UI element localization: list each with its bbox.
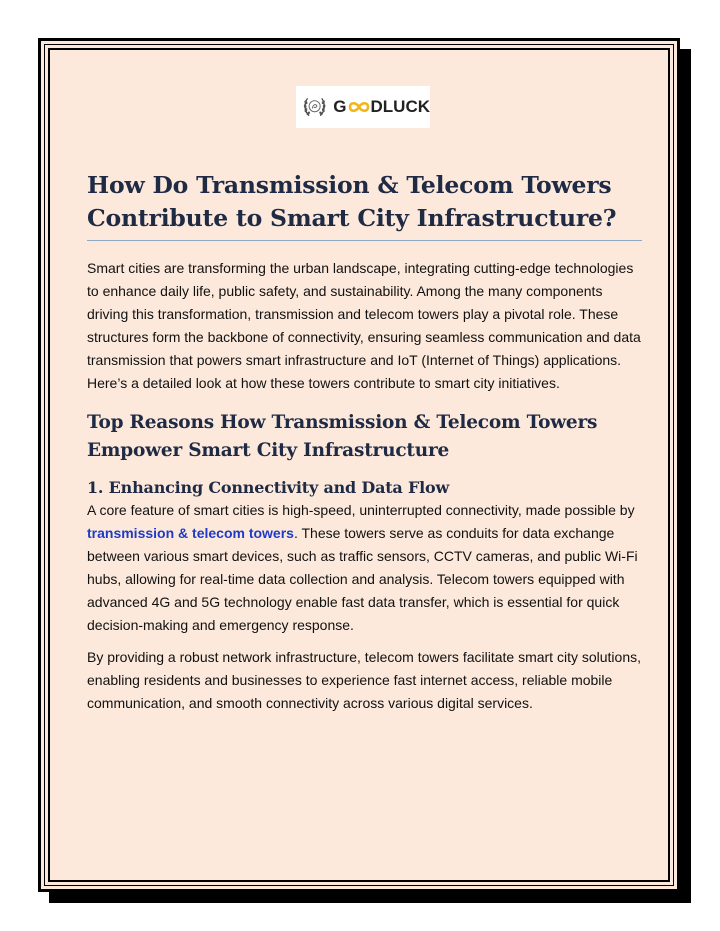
goodluck-emblem-icon <box>302 91 327 123</box>
intro-paragraph: Smart cities are transforming the urban landscape, integrating cutting-edge technologies to enhance daily life, public safety, and sustainability. Among the many components driving this transformation, transmission and telecom towers play a pivotal role. These structures form the backbone of connectivity, ensuring seamless communication and data transmission that powers smart infrastructure and IoT (Internet of Things) applications. Here’s a detailed look at how these towers contribute to smart city initiatives. <box>87 260 641 391</box>
subsection-heading: 1. Enhancing Connectivity and Data Flow <box>87 478 450 497</box>
network-paragraph: By providing a robust network infrastructure, telecom towers facilitate smart city solutions, enabling residents and businesses to experience fast internet access, reliable mobile communication, and smooth connectivity across various digital services. <box>87 649 641 711</box>
connectivity-text-start: A core feature of smart cities is high-speed, uninterrupted connectivity, made possible by <box>87 502 635 518</box>
brand-logo <box>296 86 430 128</box>
logo-wordmark <box>333 97 430 117</box>
connectivity-text-end: . These towers serve as conduits for data exchange between various smart devices, such as traffic sensors, CCTV cameras, and public Wi-Fi hubs, allowing for real-time data collection and analysis. Telecom towers equipped with advanced 4G and 5G technology enable fast data transfer, which is essential for quick decision-making and emergency response. <box>87 525 638 633</box>
title-divider <box>87 240 642 241</box>
infinity-icon <box>348 101 370 113</box>
section-heading: Top Reasons How Transmission & Telecom Towers Empower Smart City Infrastructure <box>87 412 598 461</box>
logo-text-end: DLUCK <box>370 97 430 116</box>
article-body <box>87 169 642 715</box>
telecom-towers-link[interactable]: transmission & telecom towers <box>87 525 294 541</box>
article-title: How Do Transmission & Telecom Towers Contribute to Smart City Infrastructure? <box>87 171 617 232</box>
logo-text-start: G <box>333 97 347 116</box>
document-page <box>38 38 680 892</box>
connectivity-paragraph <box>87 499 642 637</box>
